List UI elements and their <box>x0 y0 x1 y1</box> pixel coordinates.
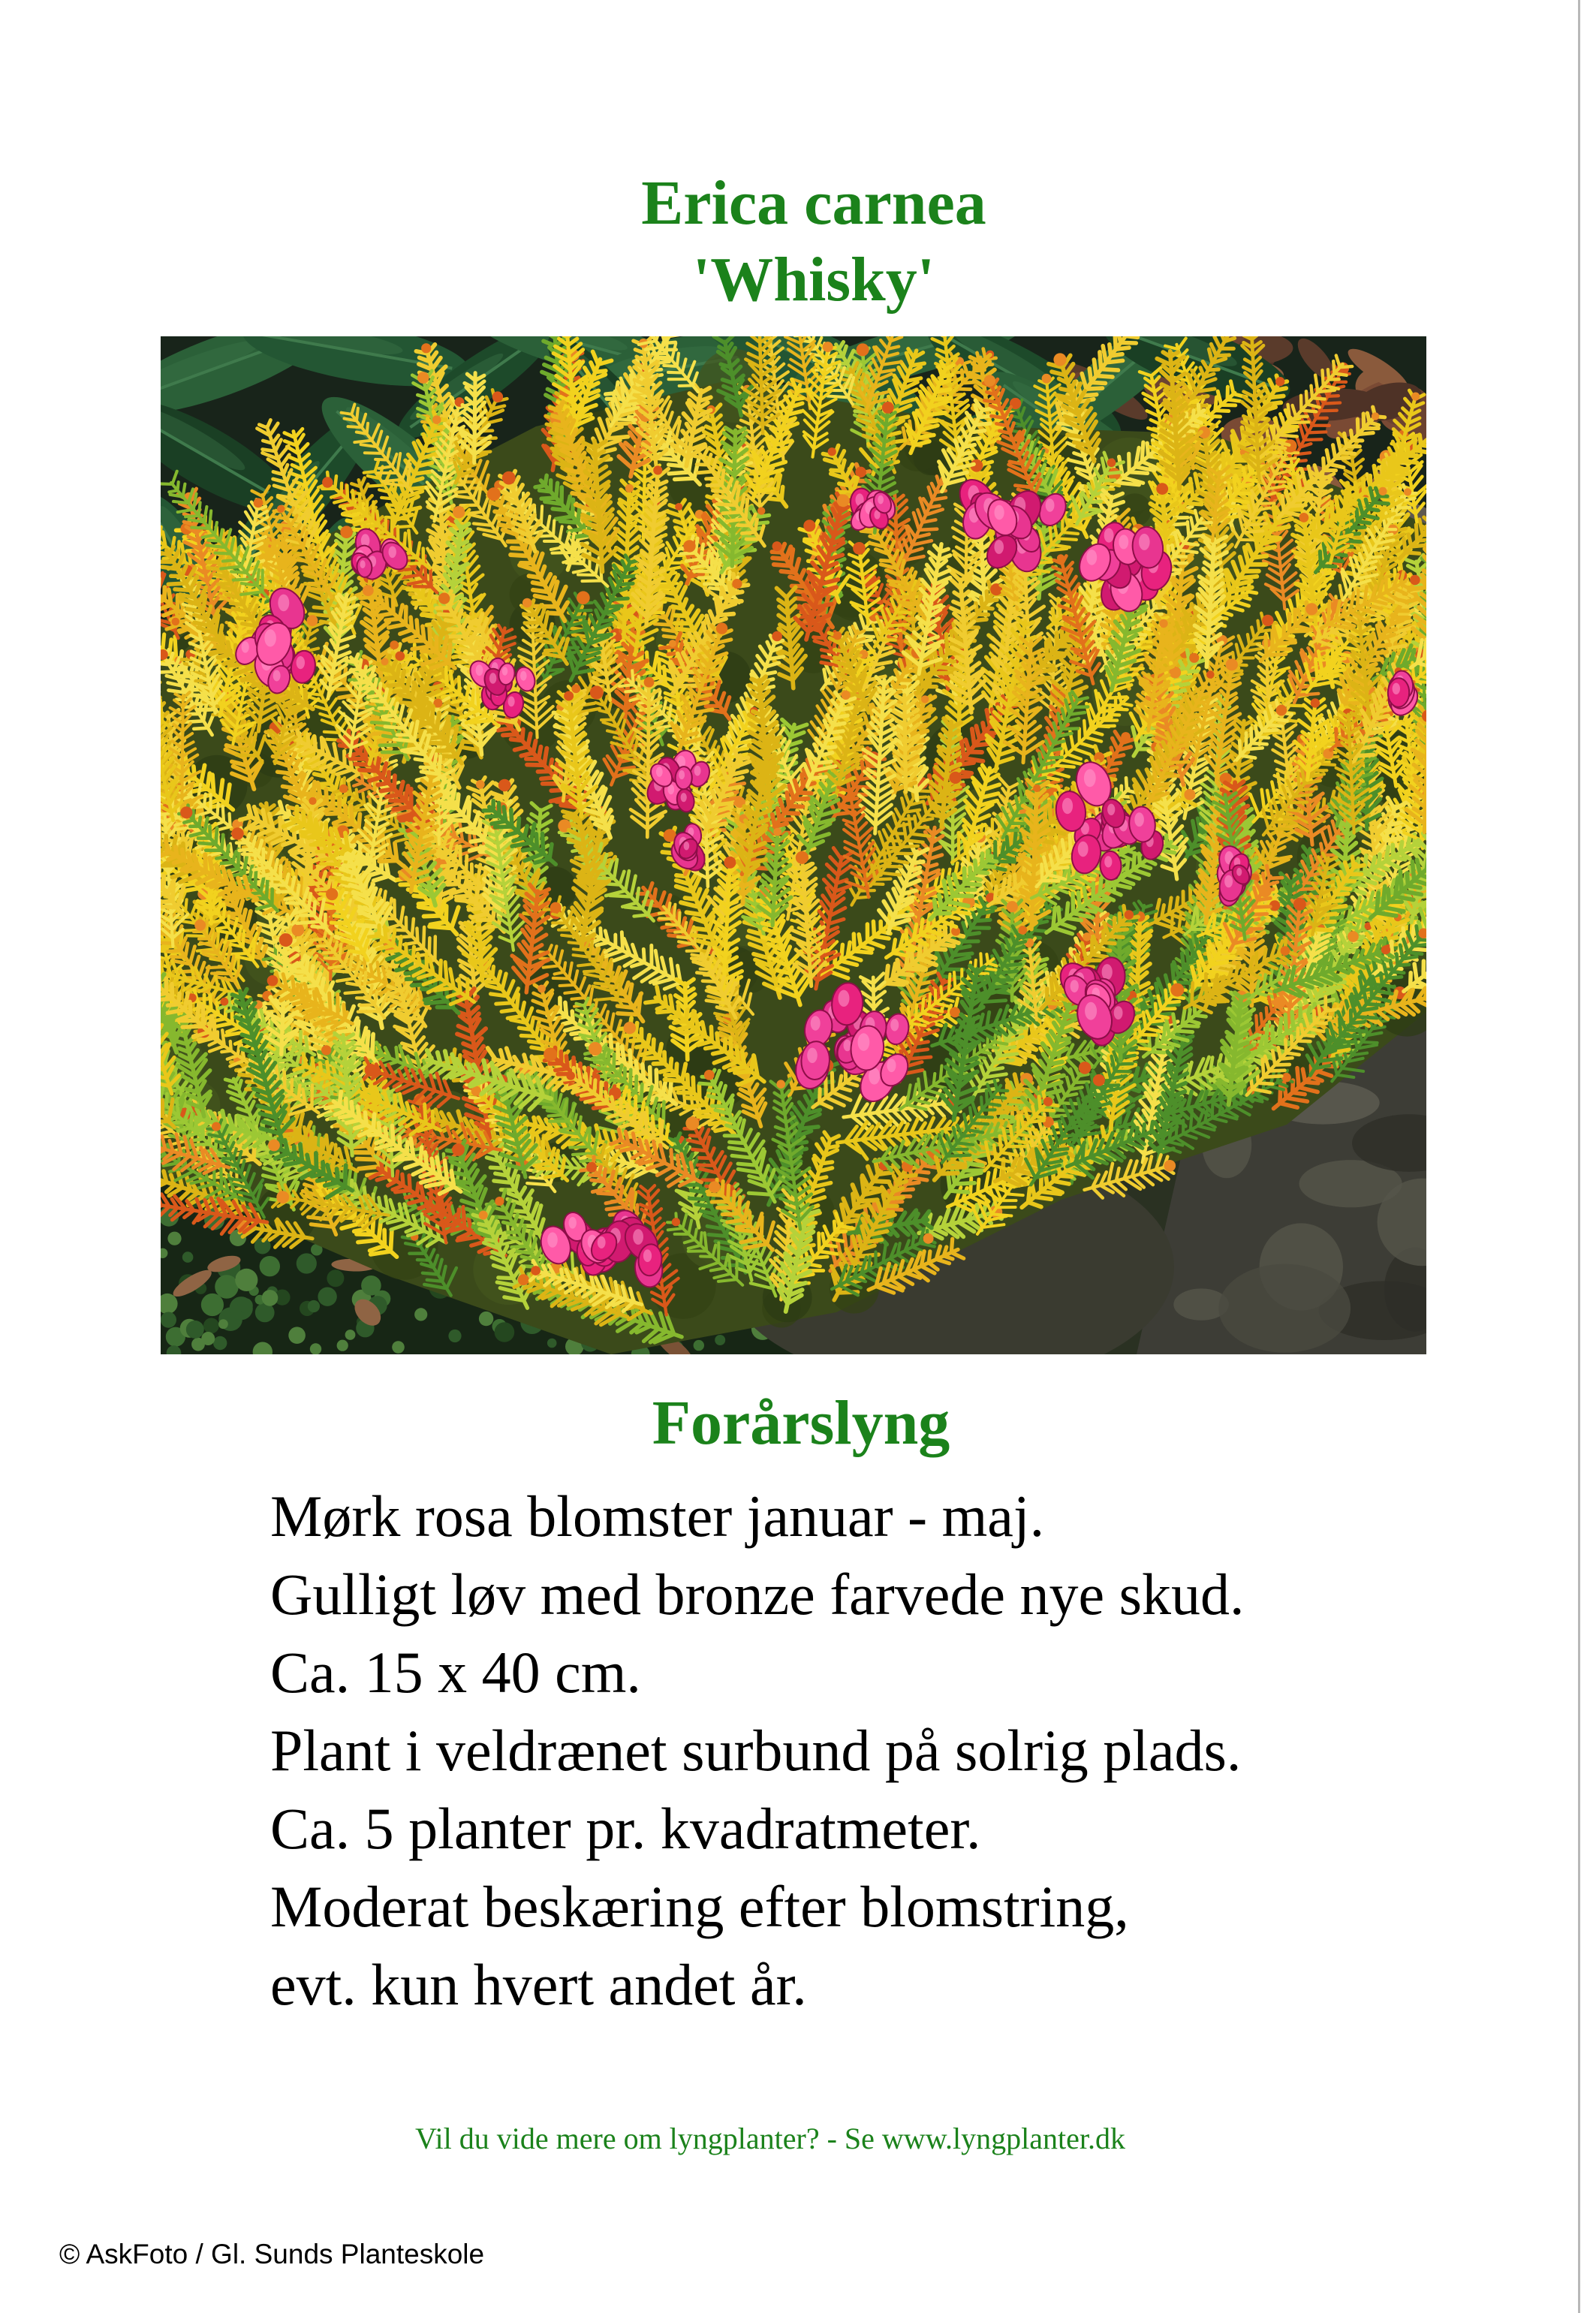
ground-leaf <box>479 1312 493 1326</box>
page-edge-line <box>1578 0 1580 2313</box>
ground-leaf <box>414 1308 427 1321</box>
description-line: evt. kun hvert andet år. <box>270 1952 807 2017</box>
sprig-tip <box>321 1045 331 1055</box>
sprig-tip <box>231 827 243 839</box>
description-line: Plant i veldrænet surbund på solrig plads. <box>270 1718 1242 1783</box>
sprig-tip <box>586 1162 597 1173</box>
common-name: Forårslyng <box>652 1388 950 1458</box>
sprig-tip <box>417 372 429 384</box>
sprig-tip <box>495 1197 504 1206</box>
flower-highlight <box>273 670 281 682</box>
flower-highlight <box>681 793 687 802</box>
sprig-tip <box>212 1122 221 1131</box>
sprig-tip <box>307 615 318 626</box>
sprig-tip <box>1281 946 1290 956</box>
ground-leaf <box>337 1340 348 1351</box>
ground-leaf <box>235 1269 257 1291</box>
sprig-tip <box>476 780 485 789</box>
flower-highlight <box>694 766 701 776</box>
flower-highlight <box>360 560 366 568</box>
flower-highlight <box>1139 534 1150 550</box>
ground-leaf <box>715 1335 725 1345</box>
sprig-tip <box>1007 901 1018 912</box>
sprig-tip <box>803 520 815 532</box>
sprig-tip <box>1042 374 1052 384</box>
sprig-tip <box>1164 1160 1176 1172</box>
sprig-tip <box>589 1042 602 1056</box>
sprig-tip <box>267 975 279 986</box>
flower-highlight <box>1062 798 1073 814</box>
ground-leaf <box>318 1288 336 1306</box>
sprig-tip <box>438 593 450 604</box>
sprig-tip <box>531 1266 541 1275</box>
sprig-tip <box>1262 615 1273 626</box>
flower-highlight <box>520 671 527 681</box>
ground-leaf <box>392 1341 405 1354</box>
sprig-tip <box>452 1143 465 1156</box>
flower-highlight <box>1071 980 1079 992</box>
sprig-tip <box>625 484 634 492</box>
ground-leaf <box>161 1312 176 1328</box>
flower-highlight <box>1224 875 1233 888</box>
sprig-tip <box>923 1233 934 1244</box>
flower-highlight <box>547 1232 558 1247</box>
flower-highlight <box>811 1016 821 1030</box>
sprig-tip <box>172 618 180 626</box>
flower-highlight <box>297 656 305 669</box>
sprig-tip <box>276 1191 289 1203</box>
sprig-tip <box>1170 983 1184 997</box>
sprig-tip <box>685 1116 699 1130</box>
ground-leaf <box>201 1332 215 1345</box>
flower-highlight <box>264 629 276 646</box>
sprig-tip <box>683 540 695 552</box>
sprig-tip <box>669 640 676 647</box>
flower-highlight <box>858 1033 870 1051</box>
flower-highlight <box>839 990 850 1007</box>
sprig-tip <box>268 1140 280 1152</box>
flower-highlight <box>569 1217 577 1229</box>
flower-highlight <box>995 505 1004 520</box>
sprig-tip <box>1043 1097 1052 1106</box>
plant-photo <box>161 336 1426 1354</box>
sprig-tip <box>950 772 962 784</box>
ground-leaf <box>495 1322 515 1342</box>
ground-leaf <box>167 1232 181 1245</box>
sprig-tip <box>518 1274 529 1285</box>
sprig-tip <box>921 695 929 703</box>
sprig-tip <box>1107 459 1116 468</box>
sprig-tip <box>855 467 866 478</box>
sprig-tip <box>291 923 304 936</box>
sprig-tip <box>837 494 850 507</box>
sprig-tip <box>326 888 338 900</box>
sprig-tip <box>566 1071 575 1080</box>
sprig-tip <box>1206 670 1215 679</box>
sprig-tip <box>1378 487 1387 495</box>
sprig-tip <box>773 828 781 836</box>
ground-leaf <box>327 1269 344 1287</box>
sprig-tip <box>823 342 833 352</box>
ground-leaf <box>215 1275 239 1299</box>
ground-leaf <box>262 1290 279 1306</box>
sprig-tip <box>1411 393 1420 401</box>
flower-highlight <box>1134 812 1144 827</box>
ground-leaf <box>201 1294 224 1316</box>
sprig-tip <box>833 631 842 640</box>
ground-leaf <box>182 1251 194 1263</box>
ground-leaf <box>694 1340 704 1351</box>
sprig-tip <box>421 343 431 353</box>
ground-leaf <box>218 1319 228 1329</box>
title-block <box>363 165 1264 318</box>
flower-highlight <box>1085 1002 1097 1020</box>
sprig-tip <box>1083 932 1092 941</box>
flower-highlight <box>1104 529 1114 543</box>
ground-leaf <box>288 1327 306 1344</box>
sprig-tip <box>1156 483 1168 495</box>
flower-highlight <box>1107 804 1115 815</box>
flower-highlight <box>679 770 685 779</box>
sprig-tip <box>564 691 574 701</box>
sprig-tip <box>479 1211 488 1220</box>
sprig-tip <box>381 658 389 665</box>
sprig-tip <box>1311 698 1320 707</box>
sprig-tip <box>487 487 501 501</box>
sprig-tip <box>653 465 662 474</box>
sprig-tip <box>453 506 465 518</box>
ground-leaf <box>310 1343 321 1354</box>
flower-highlight <box>1236 868 1242 876</box>
sprig-tip <box>502 471 516 485</box>
sprig-tip <box>577 591 590 604</box>
sprig-tip <box>853 542 866 555</box>
description-line: Ca. 5 planter pr. kvadratmeter. <box>270 1796 981 1861</box>
flower-highlight <box>489 673 497 684</box>
ground-leaf <box>345 1330 356 1340</box>
sprig-tip <box>522 598 532 608</box>
sprig-tip <box>1276 705 1287 716</box>
sprig-tip <box>1305 603 1317 615</box>
ground-leaf <box>186 1321 204 1339</box>
sprig-tip <box>309 797 316 805</box>
plant-cultivar-name: 'Whisky' <box>692 245 935 315</box>
flower-highlight <box>476 664 483 676</box>
ground-leaf <box>308 1300 320 1312</box>
sprig-tip <box>180 806 192 818</box>
sprig-tip <box>1053 353 1066 366</box>
flower-highlight <box>887 1059 896 1072</box>
sprig-tip <box>796 851 809 864</box>
sprig-tip <box>221 998 229 1006</box>
sprig-tip <box>1226 658 1238 670</box>
sprig-tip <box>828 447 836 456</box>
flower-highlight <box>807 1048 818 1063</box>
ground-leaf <box>260 1256 280 1276</box>
ground-leaf <box>213 1336 227 1350</box>
sprig-tip <box>498 779 511 792</box>
flower-highlight <box>994 540 1004 554</box>
flower-highlight <box>242 641 249 652</box>
flower-highlight <box>878 495 884 504</box>
sprig-tip <box>1410 575 1420 586</box>
description-line: Gulligt løv med bronze farvede nye skud. <box>270 1562 1245 1627</box>
sprig-tip <box>675 503 682 510</box>
sprig-tip <box>716 622 727 634</box>
sprig-tip <box>1189 653 1199 663</box>
sprig-tip <box>704 1070 715 1080</box>
sprig-tip <box>772 631 782 642</box>
sprig-tip <box>624 1022 636 1034</box>
sprig-tip <box>339 785 348 794</box>
sprig-tip <box>1093 1074 1105 1086</box>
sprig-tip <box>279 933 293 947</box>
flower-highlight <box>1104 856 1112 867</box>
plant-photo-frame <box>161 336 1426 1354</box>
sprig-tip <box>1293 898 1306 911</box>
more-info-footer: Vil du vide mere om lyngplanter? - Se www.lyngplanter.dk <box>415 2122 1125 2155</box>
flower-highlight <box>643 1249 652 1262</box>
sprig-tip <box>365 1064 378 1077</box>
sprig-tip <box>757 507 765 514</box>
flower-highlight <box>1078 842 1089 857</box>
rock-texture <box>1218 1264 1351 1353</box>
sprig-tip <box>1057 554 1065 562</box>
flower-highlight <box>502 667 508 675</box>
sprig-tip <box>1079 1062 1092 1074</box>
sprig-tip <box>1281 1073 1290 1082</box>
sprig-tip <box>1159 619 1167 628</box>
description-line: Moderat beskæring efter blomstring, <box>270 1874 1129 1939</box>
sprig-tip <box>772 541 782 551</box>
sprig-tip <box>571 684 580 693</box>
sprig-tip <box>1125 910 1134 919</box>
flower-highlight <box>508 697 515 707</box>
sprig-tip <box>1348 931 1359 942</box>
description-block <box>270 1477 1546 2024</box>
photo-credit: © AskFoto / Gl. Sunds Planteskole <box>59 2239 485 2269</box>
flower-highlight <box>278 595 289 612</box>
sprig-tip <box>390 640 399 649</box>
sprig-tip <box>950 1007 960 1017</box>
sprig-tip <box>544 1048 557 1062</box>
ground-leaf <box>547 1339 557 1348</box>
sprig-tip <box>672 1218 680 1226</box>
flower-highlight <box>1119 535 1128 549</box>
description-line: Mørk rosa blomster januar - maj. <box>270 1483 1045 1549</box>
flower-highlight <box>1102 964 1113 980</box>
sprig-tip <box>254 498 263 507</box>
sprig-tip <box>492 391 503 402</box>
flower-highlight <box>1084 769 1096 788</box>
ground-leaf <box>238 1298 253 1313</box>
sprig-tip <box>1184 789 1195 800</box>
sprig-tip <box>644 677 655 688</box>
sprig-tip <box>709 1181 721 1193</box>
sprig-tip <box>732 579 742 589</box>
ground-leaf <box>448 1330 461 1342</box>
flower-highlight <box>890 1019 899 1031</box>
ground-leaf <box>361 1275 381 1296</box>
sprig-tip <box>1121 732 1131 742</box>
sprig-tip <box>724 857 736 869</box>
sprig-tip <box>550 902 562 914</box>
sprig-tip <box>1275 377 1284 386</box>
flower-highlight <box>844 1040 851 1052</box>
flower-highlight <box>684 842 690 850</box>
sprig-tip <box>590 685 604 699</box>
sprig-tip <box>432 415 441 424</box>
sprig-tip <box>363 585 374 596</box>
sprig-tip <box>882 402 894 414</box>
sprig-tip <box>340 526 353 538</box>
ground-leaf <box>203 1318 219 1334</box>
flower-highlight <box>598 1236 606 1248</box>
flower-highlight <box>1086 550 1097 565</box>
flower-highlight <box>1393 683 1400 694</box>
sprig-tip <box>1404 488 1411 495</box>
sprig-tip <box>277 505 285 513</box>
sprig-tip <box>1372 412 1379 420</box>
flower-highlight <box>1046 498 1055 512</box>
sprig-tip <box>194 920 206 931</box>
plant-latin-name: Erica carnea <box>641 168 986 238</box>
sprig-tip <box>1018 926 1027 935</box>
sprig-tip <box>1381 945 1390 954</box>
sprig-tip <box>857 343 869 356</box>
sprig-tip <box>842 691 851 700</box>
sprig-tip <box>1033 785 1040 792</box>
sprig-tip <box>776 1080 785 1089</box>
flower-highlight <box>633 1229 643 1245</box>
sprig-tip <box>1299 513 1308 523</box>
sprig-tip <box>984 375 995 386</box>
sprig-tip <box>322 477 333 487</box>
flower-highlight <box>656 766 663 776</box>
description-line: Ca. 15 x 40 cm. <box>270 1640 641 1705</box>
flower-highlight <box>389 547 396 559</box>
sprig-tip <box>538 985 546 993</box>
ground-leaf <box>297 1253 317 1273</box>
flower-highlight <box>1114 1006 1123 1019</box>
